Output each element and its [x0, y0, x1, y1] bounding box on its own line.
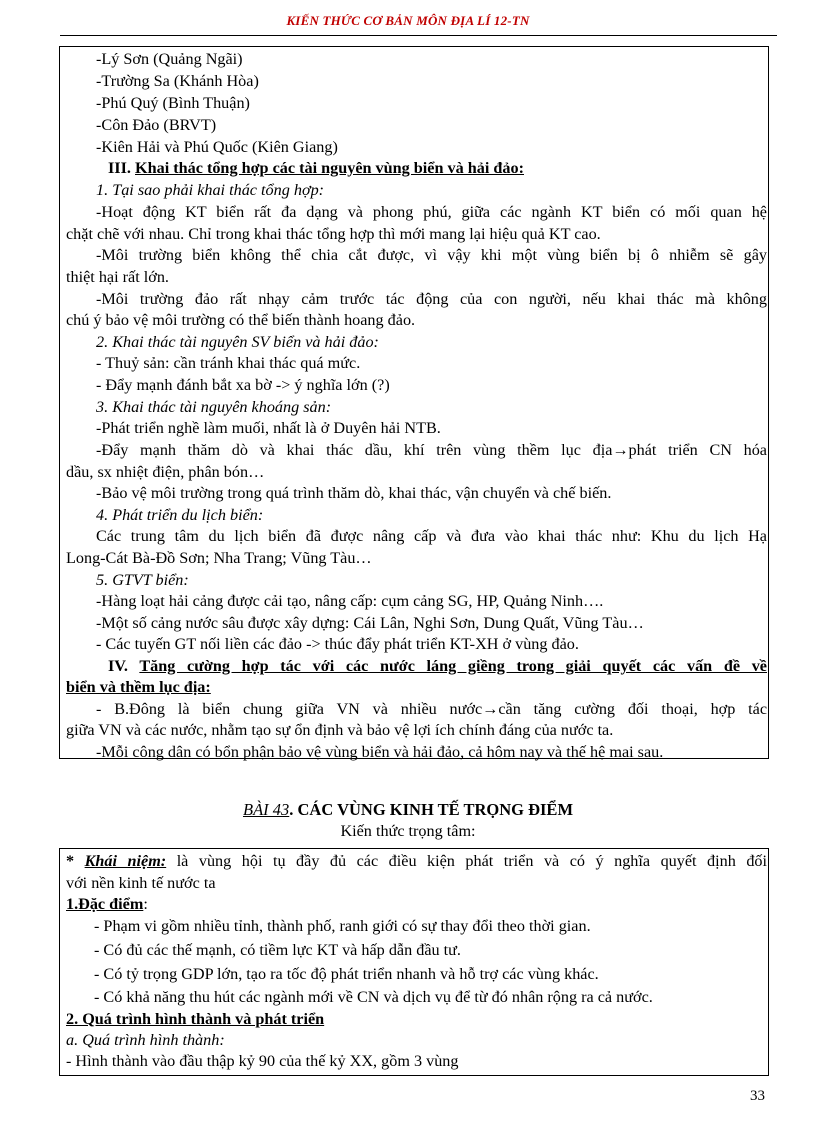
formation-item-1: - Hình thành vào đầu thập kỷ 90 của thế kỷ XX, gồm 3 vùng	[66, 1052, 459, 1070]
header-rule	[60, 35, 777, 36]
paragraph-5: - Đẩy mạnh đánh bắt xa bờ -> ý nghĩa lớn (?)	[96, 376, 390, 394]
paragraph-10: -Hàng loạt hải cảng được cải tạo, nâng cấp: cụm cảng SG, HP, Quảng Ninh….	[96, 592, 604, 610]
section-iv-title-b: biển và thềm lục địa:	[66, 678, 211, 696]
paragraph-13b: giữa VN và các nước, nhằm tạo sự ổn định và bảo vệ lợi ích chính đáng của nước ta.	[66, 721, 614, 739]
concept-star: *	[66, 852, 75, 870]
island-item-kien-hai: -Kiên Hải và Phú Quốc (Kiên Giang)	[96, 138, 338, 156]
concept-label: Khái niệm:	[84, 852, 167, 870]
island-item-con-dao: -Côn Đảo (BRVT)	[96, 116, 217, 134]
concept-text-b: với nền kinh tế nước ta	[66, 874, 216, 892]
paragraph-13a: - B.Đông là biển chung giữa VN và nhiều nước→cần tăng cường đối thoại, hợp tác	[96, 700, 767, 718]
subheading-3: 3. Khai thác tài nguyên khoáng sản:	[96, 398, 332, 416]
paragraph-4: - Thuỷ sản: cần tránh khai thác quá mức.	[96, 354, 361, 372]
island-item-ly-son: -Lý Sơn (Quảng Ngãi)	[96, 50, 243, 68]
subheading-4: 4. Phát triển du lịch biển:	[96, 506, 264, 524]
section-iii-title: Khai thác tổng hợp các tài nguyên vùng biển và hải đảo:	[135, 159, 524, 177]
paragraph-7b: dầu, sx nhiệt điện, phân bón…	[66, 463, 265, 481]
page-number: 33	[750, 1088, 765, 1104]
page-header: KIẾN THỨC CƠ BẢN MÔN ĐỊA LÍ 12-TN	[286, 13, 530, 28]
heading-1-label: 1.Đặc điểm	[66, 895, 144, 913]
paragraph-8: -Bảo vệ môi trường trong quá trình thăm dò, khai thác, vận chuyển và chế biến.	[96, 484, 612, 502]
section-iv-heading-a	[108, 656, 767, 676]
concept-line-a	[66, 851, 767, 871]
concept-text-a: là vùng hội tụ đầy đủ các điều kiện phát triển và có ý nghĩa quyết định đối	[176, 852, 768, 870]
subheading-1: 1. Tại sao phải khai thác tổng hợp:	[96, 181, 325, 199]
paragraph-6: -Phát triển nghề làm muối, nhất là ở Duyên hải NTB.	[96, 419, 441, 437]
paragraph-1b: chặt chẽ với nhau. Chỉ trong khai thác tổng hợp thì mới mang lại hiệu quả KT cao.	[66, 225, 601, 243]
feature-item-2: - Có đủ các thế mạnh, có tiềm lực KT và hấp dẫn đầu tư.	[94, 941, 461, 959]
heading-1-colon: :	[143, 895, 148, 913]
paragraph-14: -Mỗi công dân có bổn phận bảo vệ vùng biển và hải đảo, cả hôm nay và thế hệ mai sau.	[96, 743, 664, 761]
paragraph-7a: -Đẩy mạnh thăm dò và khai thác dầu, khí trên vùng thềm lục địa→phát triển CN hóa	[96, 441, 767, 459]
paragraph-3a: -Môi trường đảo rất nhạy cảm trước tác động của con người, nếu khai thác mà không	[96, 290, 767, 308]
heading-2a: a. Quá trình hình thành:	[66, 1031, 225, 1049]
lesson-name: . CÁC VÙNG KINH TẾ TRỌNG ĐIỂM	[289, 800, 574, 819]
section-iv-number: IV.	[108, 657, 128, 675]
lesson-title	[0, 800, 816, 820]
feature-item-4: - Có khả năng thu hút các ngành mới về CN và dịch vụ để từ đó nhân rộng ra cả nước.	[94, 988, 653, 1006]
section-iv-title-a: Tăng cường hợp tác với các nước láng giềng trong giải quyết các vấn đề về	[139, 657, 767, 675]
island-item-truong-sa: -Trường Sa (Khánh Hòa)	[96, 72, 259, 90]
subheading-5: 5. GTVT biển:	[96, 571, 189, 589]
paragraph-9a: Các trung tâm du lịch biển đã được nâng cấp và đưa vào khai thác như: Khu du lịch Hạ	[96, 527, 767, 545]
subheading-2: 2. Khai thác tài nguyên SV biển và hải đảo:	[96, 333, 379, 351]
feature-item-3: - Có tỷ trọng GDP lớn, tạo ra tốc độ phát triển nhanh và hỗ trợ các vùng khác.	[94, 965, 599, 983]
section-iii-heading	[108, 158, 524, 178]
feature-item-1: - Phạm vi gồm nhiều tỉnh, thành phố, ranh giới có sự thay đổi theo thời gian.	[94, 917, 591, 935]
section-iii-number: III.	[108, 159, 131, 177]
paragraph-3b: chú ý bảo vệ môi trường có thể biến thành hoang đảo.	[66, 311, 416, 329]
lesson-subtitle: Kiến thức trọng tâm:	[340, 822, 476, 840]
paragraph-1a: -Hoạt động KT biển rất đa dạng và phong phú, giữa các ngành KT biển có mối quan hệ	[96, 203, 767, 221]
paragraph-2b: thiệt hại rất lớn.	[66, 268, 169, 286]
paragraph-2a: -Môi trường biển không thể chia cắt được, vì vậy khi một vùng biển bị ô nhiễm sẽ gây	[96, 246, 767, 264]
island-item-phu-quy: -Phú Quý (Bình Thuận)	[96, 94, 250, 112]
paragraph-11: -Một số cảng nước sâu được xây dựng: Cái Lân, Nghi Sơn, Dung Quất, Vũng Tàu…	[96, 614, 644, 632]
lesson-number: BÀI 43	[242, 800, 290, 819]
heading-1	[66, 894, 148, 914]
heading-2: 2. Quá trình hình thành và phát triển	[66, 1010, 325, 1028]
paragraph-9b: Long-Cát Bà-Đồ Sơn; Nha Trang; Vũng Tàu…	[66, 549, 372, 567]
paragraph-12: - Các tuyến GT nối liền các đảo -> thúc đẩy phát triển KT-XH ở vùng đảo.	[96, 635, 579, 653]
